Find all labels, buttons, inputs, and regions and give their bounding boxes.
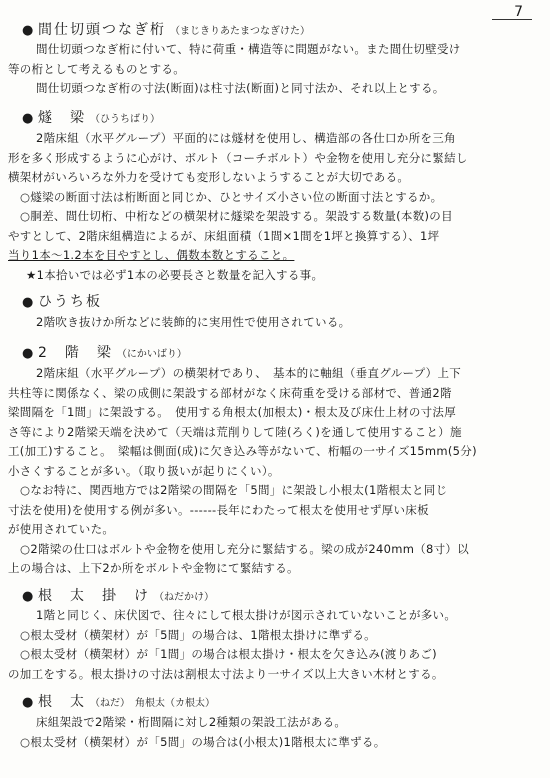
section-title: 燧 梁	[38, 110, 86, 126]
section-title: 2 階 梁	[38, 345, 113, 361]
section-reading: （ねだかけ）	[154, 592, 214, 603]
text-line: 2階床組（水平グループ）平面的には燧材を使用し、構造部の各仕口か所を三角	[36, 131, 456, 145]
text-line: 当り1本〜1.2本を目やすとし、偶数本数とすること。	[8, 248, 295, 262]
section-body-atamatsunagi	[8, 40, 532, 99]
section-reading: （ねだ） 角根太（カ根太）	[90, 698, 215, 709]
section-heading-hiuchiita	[22, 292, 102, 313]
text-line: さ等により2階梁天端を決めて（天端は荒削りして陸(ろく)を通して使用すること）施	[8, 424, 462, 439]
text-line: 形を多く形成するように心がけ、ボルト（コーチボルト）や金物を使用し充分に緊結し	[8, 150, 468, 165]
text-line: 横架材がいろいろな外力を受けても変形しないようすることが大切である。	[8, 170, 410, 184]
bullet-icon: ●	[22, 23, 34, 38]
section-heading-atamatsunagi	[22, 20, 310, 42]
text-line: 梁間隔を「1間」に架設する。 使用する角根太(加根太)・根太及び床仕上材の寸法厚	[8, 405, 457, 419]
text-line: ○根太受材（横架材）が「1間」の場合は根太掛け・根太を欠き込み(渡りあご)	[20, 647, 437, 661]
text-line: 間仕切頭つなぎ桁に付いて、特に荷重・構造等に問題がない。また間仕切壁受け	[36, 42, 461, 56]
bullet-icon: ●	[22, 295, 34, 310]
text-line: 上の場合は、上下2か所をボルトや金物にて緊結する。	[8, 561, 299, 575]
section-title: 根 太 掛 け	[38, 588, 150, 604]
text-line: 床組架設で2階梁・桁間隔に対し2種類の架設工法がある。	[36, 715, 347, 729]
text-line: 2階吹き抜けか所などに装飾的に実用性で使用されている。	[36, 315, 351, 329]
text-line: 2階床組（水平グループ）の横架材であり、 基本的に軸組（垂直グループ）上下	[36, 366, 462, 380]
text-line: 等の桁として考えるものとする。	[8, 61, 185, 76]
text-line: 寸法を使用)を使用する例が多い。------長年にわたって根太を使用せず厚い床板	[8, 502, 429, 517]
text-line: ○胴差、間仕切桁、中桁などの横架材に燧梁を架設する。架設する数量(本数)の目	[20, 209, 453, 223]
text-line: やすとして、2階床組構造によるが、床組面積（1間×1間を1坪と換算する）、1坪	[8, 228, 440, 243]
section-reading: （まじきりあたまつなぎけた）	[170, 26, 310, 37]
text-line: 1階と同じく、床伏図で、往々にして根太掛けが図示されていないことが多い。	[36, 608, 457, 622]
text-line: ○燧梁の断面寸法は桁断面と同じか、ひとサイズ小さい位の断面寸法とするか。	[20, 189, 443, 204]
section-reading: （にかいばり）	[116, 349, 187, 360]
section-reading: （ひうちばり）	[90, 114, 160, 125]
bullet-icon: ●	[22, 346, 34, 361]
section-title: ひうち板	[38, 294, 102, 310]
section-body-nedakake	[8, 606, 532, 684]
text-line: ○根太受材（横架材）が「5間」の場合は(小根太)1階根太に準ずる。	[20, 734, 386, 749]
section-body-hiuchibari	[8, 129, 532, 285]
section-title: 根 太	[38, 694, 86, 710]
text-line: 共柱等に関係なく、梁の成側に架設する部材がなく床荷重を受ける部材で、普通2階	[8, 385, 452, 400]
text-line: 工(加工)すること。 梁幅は側面(成)に欠き込み等がないて、桁幅の一サイズ15mm(5分)	[8, 444, 477, 458]
bullet-icon: ●	[22, 111, 34, 126]
text-line: が使用されていた。	[8, 522, 115, 536]
page-number: 7	[514, 4, 524, 20]
bullet-icon: ●	[22, 695, 34, 710]
text-line: ○2階梁の仕口はボルトや金物を使用し充分に緊結する。梁の成が240mm（8寸）以	[20, 541, 470, 556]
section-body-neda	[8, 713, 532, 752]
page-number-underline	[492, 19, 532, 20]
section-body-nikaibari	[8, 364, 532, 579]
section-heading-nikaibari	[22, 343, 187, 365]
text-line: ★1本拾いでは必ず1本の必要長さと数量を記入する事。	[26, 267, 324, 282]
section-heading-neda	[22, 692, 215, 714]
text-line: ○なお特に、関西地方では2階梁の間隔を「5間」に架設し小根太(1階根太と同じ	[20, 483, 448, 497]
text-line: 小さくすることが多い。（取り扱いが起りにくい）。	[8, 463, 280, 478]
section-heading-nedakake	[22, 586, 214, 608]
bullet-icon: ●	[22, 589, 34, 604]
section-body-hiuchiita	[8, 313, 532, 333]
text-line: ○根太受材（横架材）が「5間」の場合は、1階根太掛けに準ずる。	[20, 627, 376, 642]
text-line: 間仕切頭つなぎ桁の寸法(断面)は柱寸法(断面)と同寸法か、それ以上とする。	[36, 81, 445, 95]
section-heading-hiuchibari	[22, 108, 160, 130]
text-line: の加工をする。根太掛けの寸法は割根太寸法より一サイズ以上大きい木材とする。	[8, 666, 444, 681]
section-title: 間仕切頭つなぎ桁	[38, 22, 166, 38]
